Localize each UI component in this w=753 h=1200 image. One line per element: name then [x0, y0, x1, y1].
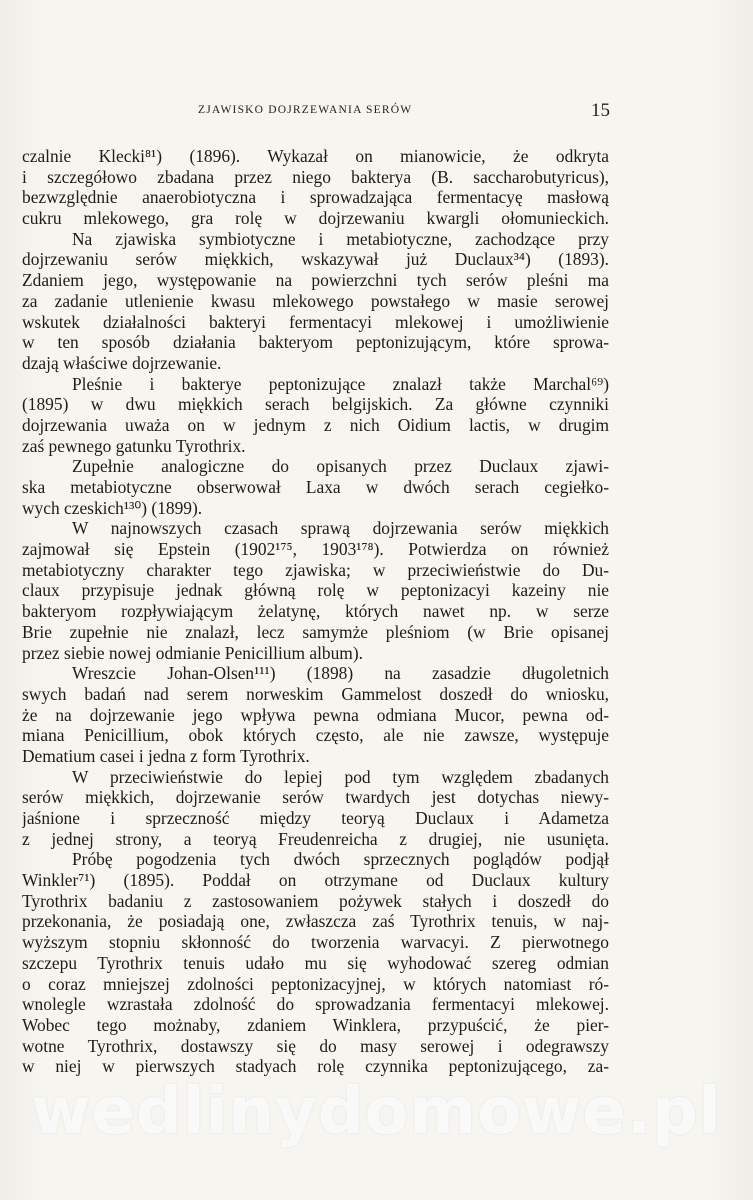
text-line: dojrzewaniu serów miękkich, wskazywał już Duclaux³⁴) (1893).	[22, 249, 609, 270]
text-line: Tyrothrix badaniu z zastosowaniem pożywek stałych i doszedł do	[22, 890, 609, 911]
text-line: bezwzględnie anaerobiotyczna i sprowadzająca fermentacyę masłową	[22, 187, 609, 208]
text-line: wych czeskich¹³⁰) (1899).	[22, 497, 203, 518]
text-line: wyższym stopniu skłonność do tworzenia warvacyi. Z pierwotnego	[22, 932, 609, 953]
text-line: swych badań nad serem norweskim Gammelost doszedł do wniosku,	[22, 683, 609, 704]
text-line: czalnie Klecki⁸¹) (1896). Wykazał on mianowicie, że odkryta	[22, 146, 609, 166]
text-line: Dematium casei i jedna z form Tyrothrix.	[22, 745, 310, 766]
text-line: W najnowszych czasach sprawą dojrzewania serów miękkich	[72, 518, 609, 539]
text-line: claux przypisuje jednak główną rolę w peptonizacyi kazeiny nie	[22, 580, 609, 601]
text-line: bakteryom rozpływiającym żelatynę, których nawet np. w serze	[22, 601, 609, 622]
running-head-title: ZJAWISKO DOJRZEWANIA SERÓW	[198, 104, 413, 116]
text-line: Zupełnie analogiczne do opisanych przez Duclaux zjawi-	[72, 456, 609, 477]
text-line: Winkler⁷¹) (1895). Poddał on otrzymane od Duclaux kultury	[22, 870, 609, 891]
text-line: przez siebie nowej odmianie Penicillium album).	[22, 642, 363, 663]
text-line: W przeciwieństwie do lepiej pod tym względem zbadanych	[72, 766, 609, 787]
text-line: za zadanie utlenienie kwasu mlekowego powstałego w masie serowej	[22, 290, 609, 311]
text-line: zaś pewnego gatunku Tyrothrix.	[22, 435, 246, 456]
text-line: cukru mlekowego, gra rolę w dojrzewaniu kwargli ołomunieckich.	[22, 208, 609, 229]
text-line: dzają właściwe dojrzewanie.	[22, 352, 222, 373]
text-line: miana Penicillium, obok których często, ale nie zawsze, występuje	[22, 725, 609, 746]
body-text	[22, 146, 609, 1077]
text-line: o coraz mniejszej zdolności peptonizacyjnej, w których natomiast ró-	[22, 973, 609, 994]
text-line: jaśnione i sprzeczność między teoryą Duclaux i Adametza	[22, 808, 609, 828]
text-line: metabiotyczny charakter tego zjawiska; w przeciwieństwie do Du-	[22, 559, 609, 580]
text-line: Brie zupełnie nie znalazł, lecz samymże pleśniom (w Brie opisanej	[22, 621, 609, 642]
text-line: Próbę pogodzenia tych dwóch sprzecznych poglądów podjął	[72, 849, 609, 870]
text-line: dojrzewania uważa on w jednym z nich Oidium lactis, w drugim	[22, 414, 609, 435]
watermark: wedlinydomowe.pl	[31, 1075, 722, 1149]
text-line: Zdaniem jego, występowanie na powierzchni tych serów pleśni ma	[22, 270, 609, 291]
text-line: przekonania, że posiadają one, zwłaszcza zaś Tyrothrix tenuis, w naj-	[22, 911, 609, 932]
text-line: że na dojrzewanie jego wpływa pewna odmiana Mucor, pewna od-	[22, 704, 609, 725]
text-line: Pleśnie i bakterye peptonizujące znalazł także Marchal⁶⁹)	[72, 373, 609, 394]
text-line: wskutek działalności bakteryi fermentacyi mlekowej i umożliwienie	[22, 311, 609, 332]
text-line: z jednej strony, a teoryą Freudenreicha z drugiej, nie usunięta.	[22, 828, 609, 849]
text-line: zajmował się Epstein (1902¹⁷⁵, 1903¹⁷⁸). Potwierdza on również	[22, 539, 609, 560]
text-line: i szczegółowo zbadana przez niego bakterya (B. saccharobutyricus),	[22, 166, 609, 187]
text-line: w ten sposób działania bakteryom peptonizującym, które sprowa-	[22, 332, 609, 353]
text-line: Wreszcie Johan-Olsen¹¹¹) (1898) na zasadzie długoletnich	[72, 663, 609, 684]
text-line: Wobec tego możnaby, zdaniem Winklera, przypuścić, że pier-	[22, 1014, 609, 1035]
running-head	[20, 100, 610, 122]
page-number: 15	[591, 100, 610, 121]
text-line: (1895) w dwu miękkich serach belgijskich. Za główne czynniki	[22, 394, 609, 415]
text-line: serów miękkich, dojrzewanie serów twardych jest dotychas niewy-	[22, 787, 609, 808]
text-line: wnolegle wzrastała zdolność do sprowadzania fermentacyi mlekowej.	[22, 994, 609, 1015]
text-line: wotne Tyrothrix, dostawszy się do masy serowej i odegrawszy	[22, 1035, 609, 1056]
text-line: Na zjawiska symbiotyczne i metabiotyczne, zachodzące przy	[72, 228, 609, 249]
text-line: szczepu Tyrothrix tenuis udało mu się wyhodować szereg odmian	[22, 952, 609, 973]
text-line: ska metabiotyczne obserwował Laxa w dwóch serach cegiełko-	[22, 477, 609, 497]
text-line: w niej w pierwszych stadyach rolę czynnika peptonizującego, za-	[22, 1056, 609, 1077]
